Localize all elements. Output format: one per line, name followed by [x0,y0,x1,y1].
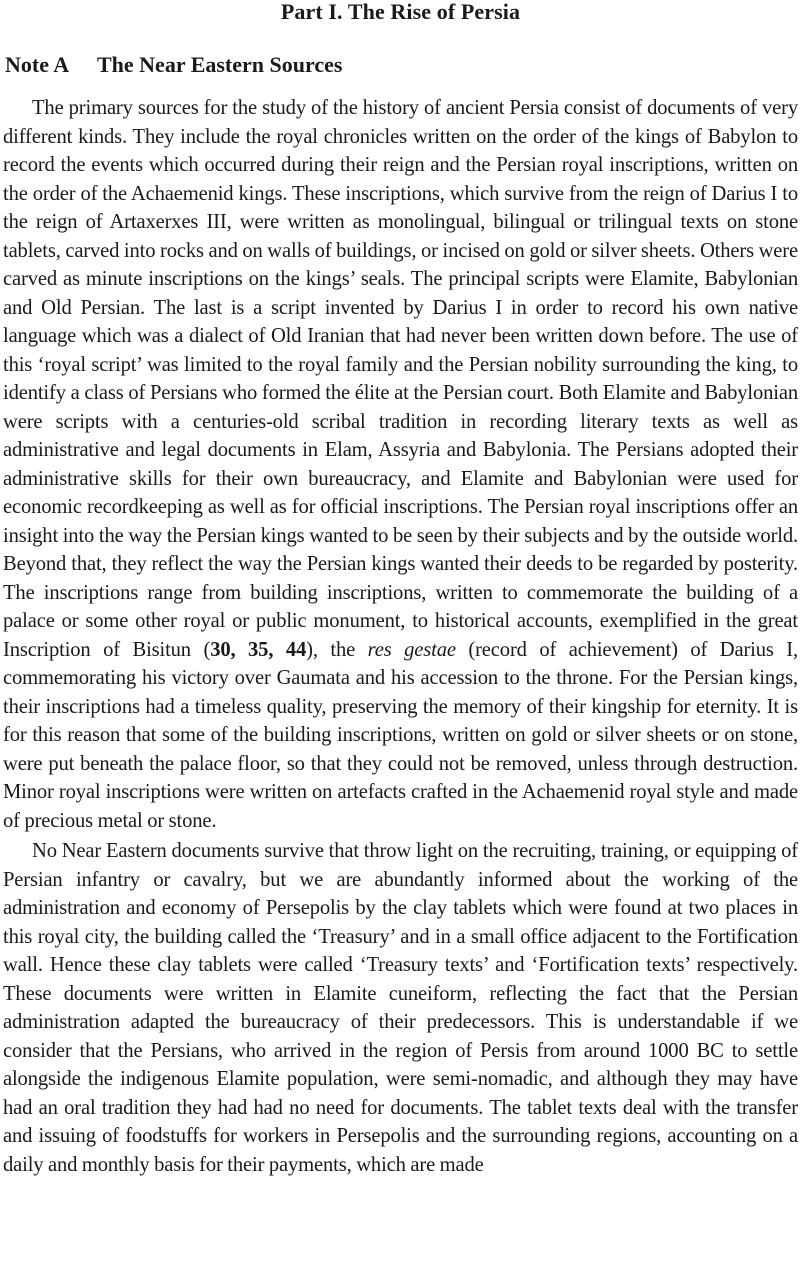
part-title: Part I. The Rise of Persia [280,0,521,24]
figure-reference: 30, 35, 44 [210,638,307,661]
note-title: The Near Eastern Sources [97,52,343,77]
paragraph-1-text-b: ), the [306,638,368,661]
latin-term: res gestae [367,638,456,661]
note-label: Note A [5,52,70,77]
paragraph-2: No Near Eastern documents survive that throw light on the recruiting, training, or equipping of Persian infantry or cavalry, but we are abundantly informed about the working of the administration and economy of Persepolis by the clay tablets which were found at two places in this royal city, the building called the ‘Treasury’ and in a small office adjacent to the Fortification wall. Hence these clay tablets were called ‘Treasury texts’ and ‘Fortification texts’ respectively. These documents were written in Elamite cuneiform, reflecting the fact that the Persian administration adapted the bureaucracy of their predecessors. This is understandable if we consider that the Persians, who arrived in the region of Persis from around 1000 BC to settle alongside the indigenous Elamite population, were semi-nomadic, and although they may have had an oral tradition they had had no need for documents. The tablet texts deal with the transfer and issuing of foodstuffs for workers in Persepolis and the surrounding regions, accounting on a daily and monthly basis for their payments, which are made [3,840,798,1176]
paragraph-1-text-c: (record of achievement) of Darius I, commemorating his victory over Gaumata and his accession to the throne. For the Persian kings, their inscriptions had a timeless quality, preserving the memory of their kingship for eternity. It is for this reason that some of the building inscriptions, written on gold or silver sheets or on stone, were put beneath the palace floor, so that they could not be removed, unless through destruction. Minor royal inscriptions were written on artefacts crafted in the Achaemenid royal style and made of precious metal or stone. [3,638,798,832]
paragraph-1-text-a: The primary sources for the study of the history of ancient Persia consist of documents of very different kinds. They include the royal chronicles written on the order of the kings of Babylon to record the events which occurred during their reign and the Persian royal inscriptions, written on the order of the Achaemenid kings. These inscriptions, which survive from the reign of Darius I to the reign of Artaxerxes III, were written as monolingual, bilingual or trilingual texts on stone tablets, carved into rocks and on walls of buildings, or incised on gold or silver sheets. Others were carved as minute inscriptions on the kings’ seals. The principal scripts were Elamite, Babylonian and Old Persian. The last is a script invented by Darius I in order to record his own native language which was a dialect of Old Iranian that had never been written down before. The use of this ‘royal script’ was limited to the royal family and the Persian nobility surrounding the king, to identify a class of Persians who formed the élite at the Persian court. Both Elamite and Babylonian were scripts with a centuries-old scribal tradition in recording literary texts as well as administrative and legal documents in Elam, Assyria and Babylonia. The Persians adopted their administrative skills for their own bureaucracy, and Elamite and Babylonian were used for economic recordkeeping as well as for official inscriptions. The Persian royal inscriptions offer an insight into the way the Persian kings wanted to be seen by their subjects and by the outside world. Beyond that, they reflect the way the Persian kings wanted their deeds to be regarded by posterity. The inscriptions range from building inscriptions, written to commemorate the building of a palace or some other royal or public monument, to historical accounts, exemplified in the great Inscription of Bisitun ( [3,97,798,661]
paragraph-1 [3,94,798,835]
note-heading [5,52,798,78]
